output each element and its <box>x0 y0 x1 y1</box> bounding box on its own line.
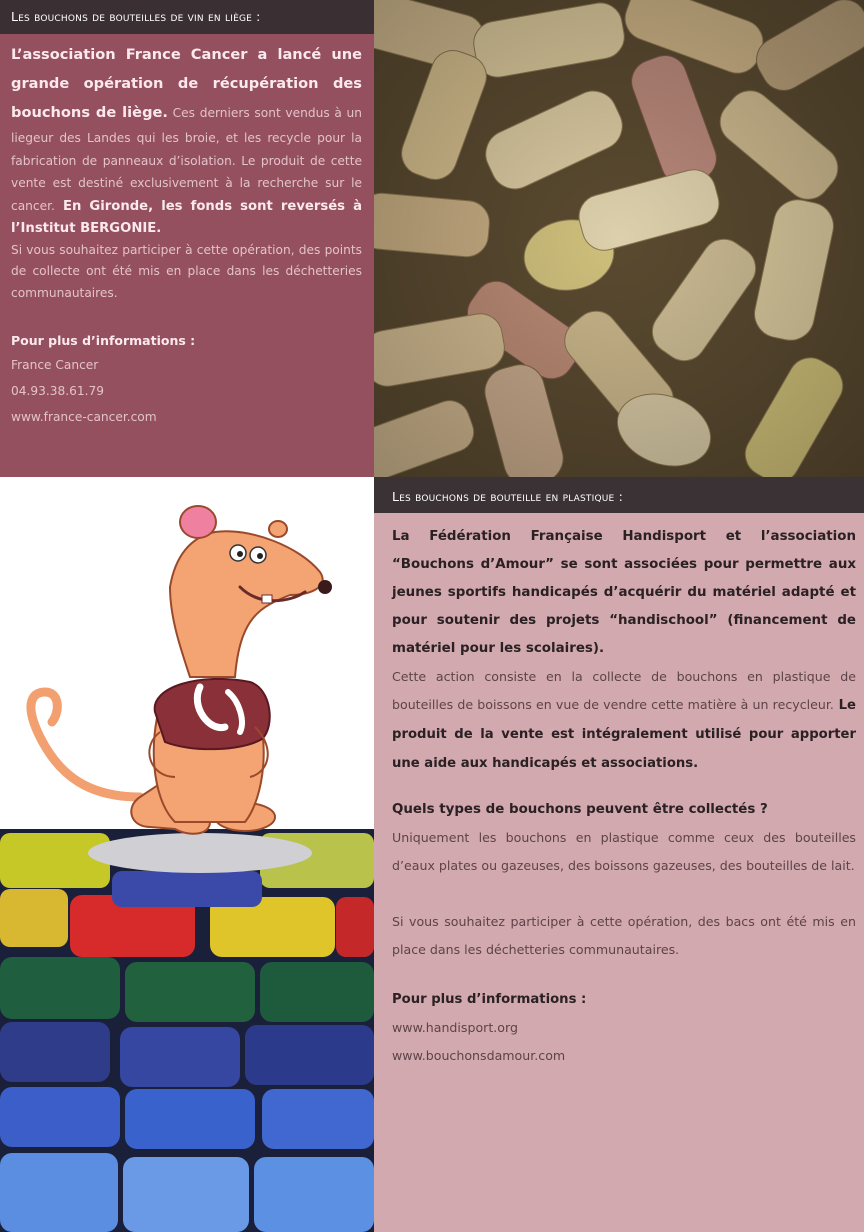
plastic-caps-photo <box>0 829 374 1232</box>
plastic-action-light: Cette action consiste en la collecte de bouchons en plastique de bouteilles de boissons en vue de vendre cette matière à un recycleur. <box>392 669 856 712</box>
plastic-section <box>374 477 864 1232</box>
corks-photo-svg <box>374 0 864 477</box>
mascot-and-caps-svg <box>0 477 374 1232</box>
cork-participate-text: Si vous souhaitez participer à cette opération, des points de collecte ont été mis en place dans les déchetteries communautaires. <box>11 242 362 300</box>
cork-contact-name: France Cancer <box>11 358 99 372</box>
plastic-answer: Uniquement les bouchons en plastique comme ceux des bouteilles d’eaux plates ou gazeuses, des boissons gazeuses, des bouteilles de lait. <box>392 830 856 873</box>
cork-phone: 04.93.38.61.79 <box>11 384 105 398</box>
plastic-section-body <box>392 523 856 1070</box>
cork-lead-bold: L’association France Cancer a lancé une grande opération de récupération des bouchons de liège. <box>11 46 362 121</box>
cork-section <box>0 0 374 477</box>
plastic-question: Quels types de bouchons peuvent être collectés ? <box>392 802 768 817</box>
mascot-illustration <box>0 477 374 1232</box>
plastic-action-bold: Le produit de la vente est intégralement utilisé pour apporter une aide aux handicapés et associations. <box>392 698 856 771</box>
wine-corks-photo <box>374 0 864 477</box>
bouchonsdamour-link[interactable]: www.bouchonsdamour.com <box>392 1048 566 1063</box>
plastic-action-paragraph <box>392 663 856 778</box>
plastic-participate-text: Si vous souhaitez participer à cette opération, des bacs ont été mis en place dans les déchetteries communautaires. <box>392 914 856 957</box>
plastic-info-title: Pour plus d’informations : <box>392 992 587 1007</box>
cork-section-body <box>11 40 362 430</box>
cork-lead-light: Ces derniers sont vendus à un liegeur des Landes qui les broie, et les recycle pour la fabrication de panneaux d’isolation. Le produit de cette vente est destiné exclusivement à la recherche sur le cancer. <box>11 106 362 213</box>
handisport-link[interactable]: www.handisport.org <box>392 1020 518 1035</box>
cork-info-title: Pour plus d’informations : <box>11 333 196 348</box>
plastic-lead-bold: La Fédération Française Handisport et l’association “Bouchons d’Amour” se sont associées pour permettre aux jeunes sportifs handicapés d’acquérir du matériel adapté et pour soutenir des projets “handischool” (financement de matériel pour les scolaires). <box>392 529 856 656</box>
plastic-section-header: Les bouchons de bouteille en plastique : <box>374 477 864 513</box>
cork-website-link[interactable]: www.france-cancer.com <box>11 410 157 424</box>
cork-section-header: Les bouchons de bouteilles de vin en liège : <box>0 0 374 34</box>
cork-gironde-bold: En Gironde, les fonds sont reversés à l’Institut BERGONIE. <box>11 198 362 236</box>
cork-intro-paragraph <box>11 40 362 240</box>
